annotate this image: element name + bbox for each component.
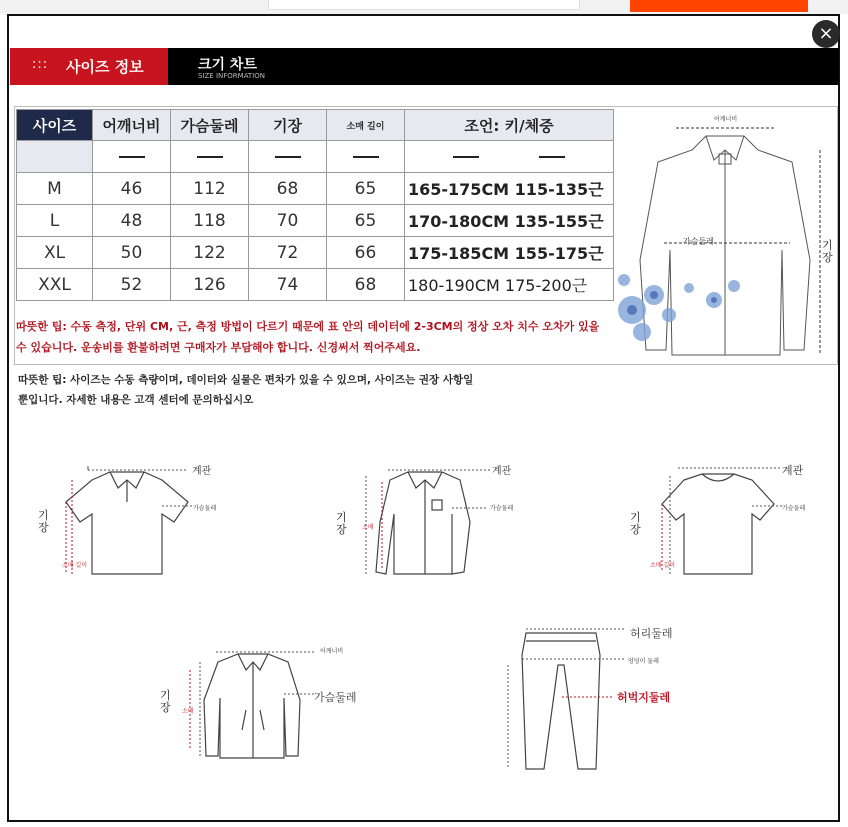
length-cell: 74	[249, 269, 327, 301]
header-chest: 가슴둘레	[171, 110, 249, 141]
advice-cell: 165-175CM 115-135근	[405, 173, 614, 205]
warning-note	[16, 316, 606, 358]
close-button[interactable]: ×	[812, 20, 840, 48]
dash-mark	[539, 156, 565, 158]
table-row	[17, 173, 614, 205]
tip-line: 따뜻한 팁: 사이즈는 수동 측량이며, 데이터와 실물은 편차가 있을 수 있으며, 사이즈는 권장 사항일	[18, 374, 474, 386]
length-cell: 70	[249, 205, 327, 237]
shoulder-cell: 52	[93, 269, 171, 301]
chest-cell: 112	[171, 173, 249, 205]
size-cell: XXL	[17, 269, 93, 301]
jacket-sleeve-diagram-label: 소매	[182, 708, 194, 715]
sleeve-cell: 68	[327, 269, 405, 301]
table-cell	[17, 141, 93, 173]
chest-cell: 122	[171, 237, 249, 269]
chest-cell: 126	[171, 269, 249, 301]
dash-mark	[453, 156, 479, 158]
tee-chest-label: 가슴둘레	[782, 505, 806, 512]
table-row	[17, 237, 614, 269]
dash-mark	[119, 156, 145, 158]
shirt-length-label: 기장	[336, 511, 347, 536]
jacket-chest-label: 가슴둘레	[683, 237, 714, 246]
tee-top-label: 계관	[782, 464, 804, 477]
tip-line: 뿐입니다. 자세한 내용은 고객 센터에 문의하십시오	[18, 394, 254, 406]
banner-title-size-info: 사이즈 정보	[66, 58, 144, 76]
header-sleeve: 소매 길이	[327, 110, 405, 141]
jacket-diagram	[176, 640, 326, 765]
size-banner	[10, 48, 839, 85]
polo-top-label: 계관	[192, 466, 212, 477]
table-cell	[171, 141, 249, 173]
advice-cell: 180-190CM 175-200근	[405, 269, 614, 301]
shoulder-cell: 48	[93, 205, 171, 237]
sleeve-cell: 65	[327, 173, 405, 205]
jacket-measure-illustration	[614, 110, 836, 362]
header-size: 사이즈	[17, 110, 93, 141]
size-cell: M	[17, 173, 93, 205]
table-cell	[249, 141, 327, 173]
table-cell	[405, 141, 614, 173]
polo-sleeve-label: 소매 길이	[62, 562, 88, 569]
dress-shirt-diagram	[352, 462, 502, 582]
tee-length-label: 기장	[630, 511, 641, 536]
advice-cell: 175-185CM 155-175근	[405, 237, 614, 269]
background-page-strip	[0, 0, 848, 14]
shoulder-cell: 46	[93, 173, 171, 205]
size-table	[16, 109, 614, 301]
header-shoulder: 어깨너비	[93, 110, 171, 141]
banner-title-size-chart: 크기 차트	[198, 57, 257, 73]
shirt-chest-label: 가슴둘레	[490, 505, 514, 512]
length-cell: 72	[249, 237, 327, 269]
shoulder-cell: 50	[93, 237, 171, 269]
jacket-length-label: 기장	[822, 239, 833, 264]
pants-hip-label: 엉덩이 둘레	[628, 658, 659, 665]
pants-waist-label: 허리둘레	[630, 627, 673, 640]
jacket-length-diagram-label: 기장	[160, 689, 171, 714]
dash-mark	[275, 156, 301, 158]
jacket-shoulder-label: 어깨너비	[714, 116, 738, 123]
table-header-row	[17, 110, 614, 141]
dash-mark	[353, 156, 379, 158]
tee-sleeve-label: 소매 길이	[650, 562, 676, 569]
table-cell	[93, 141, 171, 173]
table-row	[17, 269, 614, 301]
background-orange-button	[630, 0, 808, 12]
polo-chest-label: 가슴둘레	[193, 505, 217, 512]
warning-line: 따뜻한 팁: 수동 측정, 단위 CM, 근, 측정 방법이 다르기 때문에 표 안의 데이터에 2-3CM의 정상 오차 치수 오차가 있을	[16, 320, 600, 333]
shirt-top-label: 계관	[492, 466, 512, 477]
pants-thigh-label: 허벅지둘레	[617, 691, 671, 704]
polo-length-label: 기장	[38, 509, 49, 534]
warning-line: 수 있습니다. 운송비를 환불하려면 구매자가 부담해야 합니다. 신경써서 찍어주세요.	[16, 341, 421, 354]
sleeve-cell: 66	[327, 237, 405, 269]
jacket-shoulder-diagram-label: 어깨너비	[320, 648, 344, 655]
length-cell: 68	[249, 173, 327, 205]
sleeve-cell: 65	[327, 205, 405, 237]
tip-note	[18, 370, 488, 410]
background-search-bar	[268, 0, 580, 10]
banner-subtitle: SIZE INFORMATION	[198, 72, 266, 80]
table-dash-row	[17, 141, 614, 173]
table-cell	[327, 141, 405, 173]
shirt-sleeve-label: 소매	[362, 524, 374, 531]
dash-mark	[197, 156, 223, 158]
size-cell: L	[17, 205, 93, 237]
banner-active-tab	[10, 48, 168, 85]
size-cell: XL	[17, 237, 93, 269]
header-advice: 조언: 키/체중	[405, 110, 614, 141]
advice-cell: 170-180CM 135-155근	[405, 205, 614, 237]
jacket-chest-diagram-label: 가슴둘레	[314, 691, 357, 704]
header-length: 기장	[249, 110, 327, 141]
chest-cell: 118	[171, 205, 249, 237]
grid-dots-icon: :::	[32, 57, 49, 72]
table-row	[17, 205, 614, 237]
